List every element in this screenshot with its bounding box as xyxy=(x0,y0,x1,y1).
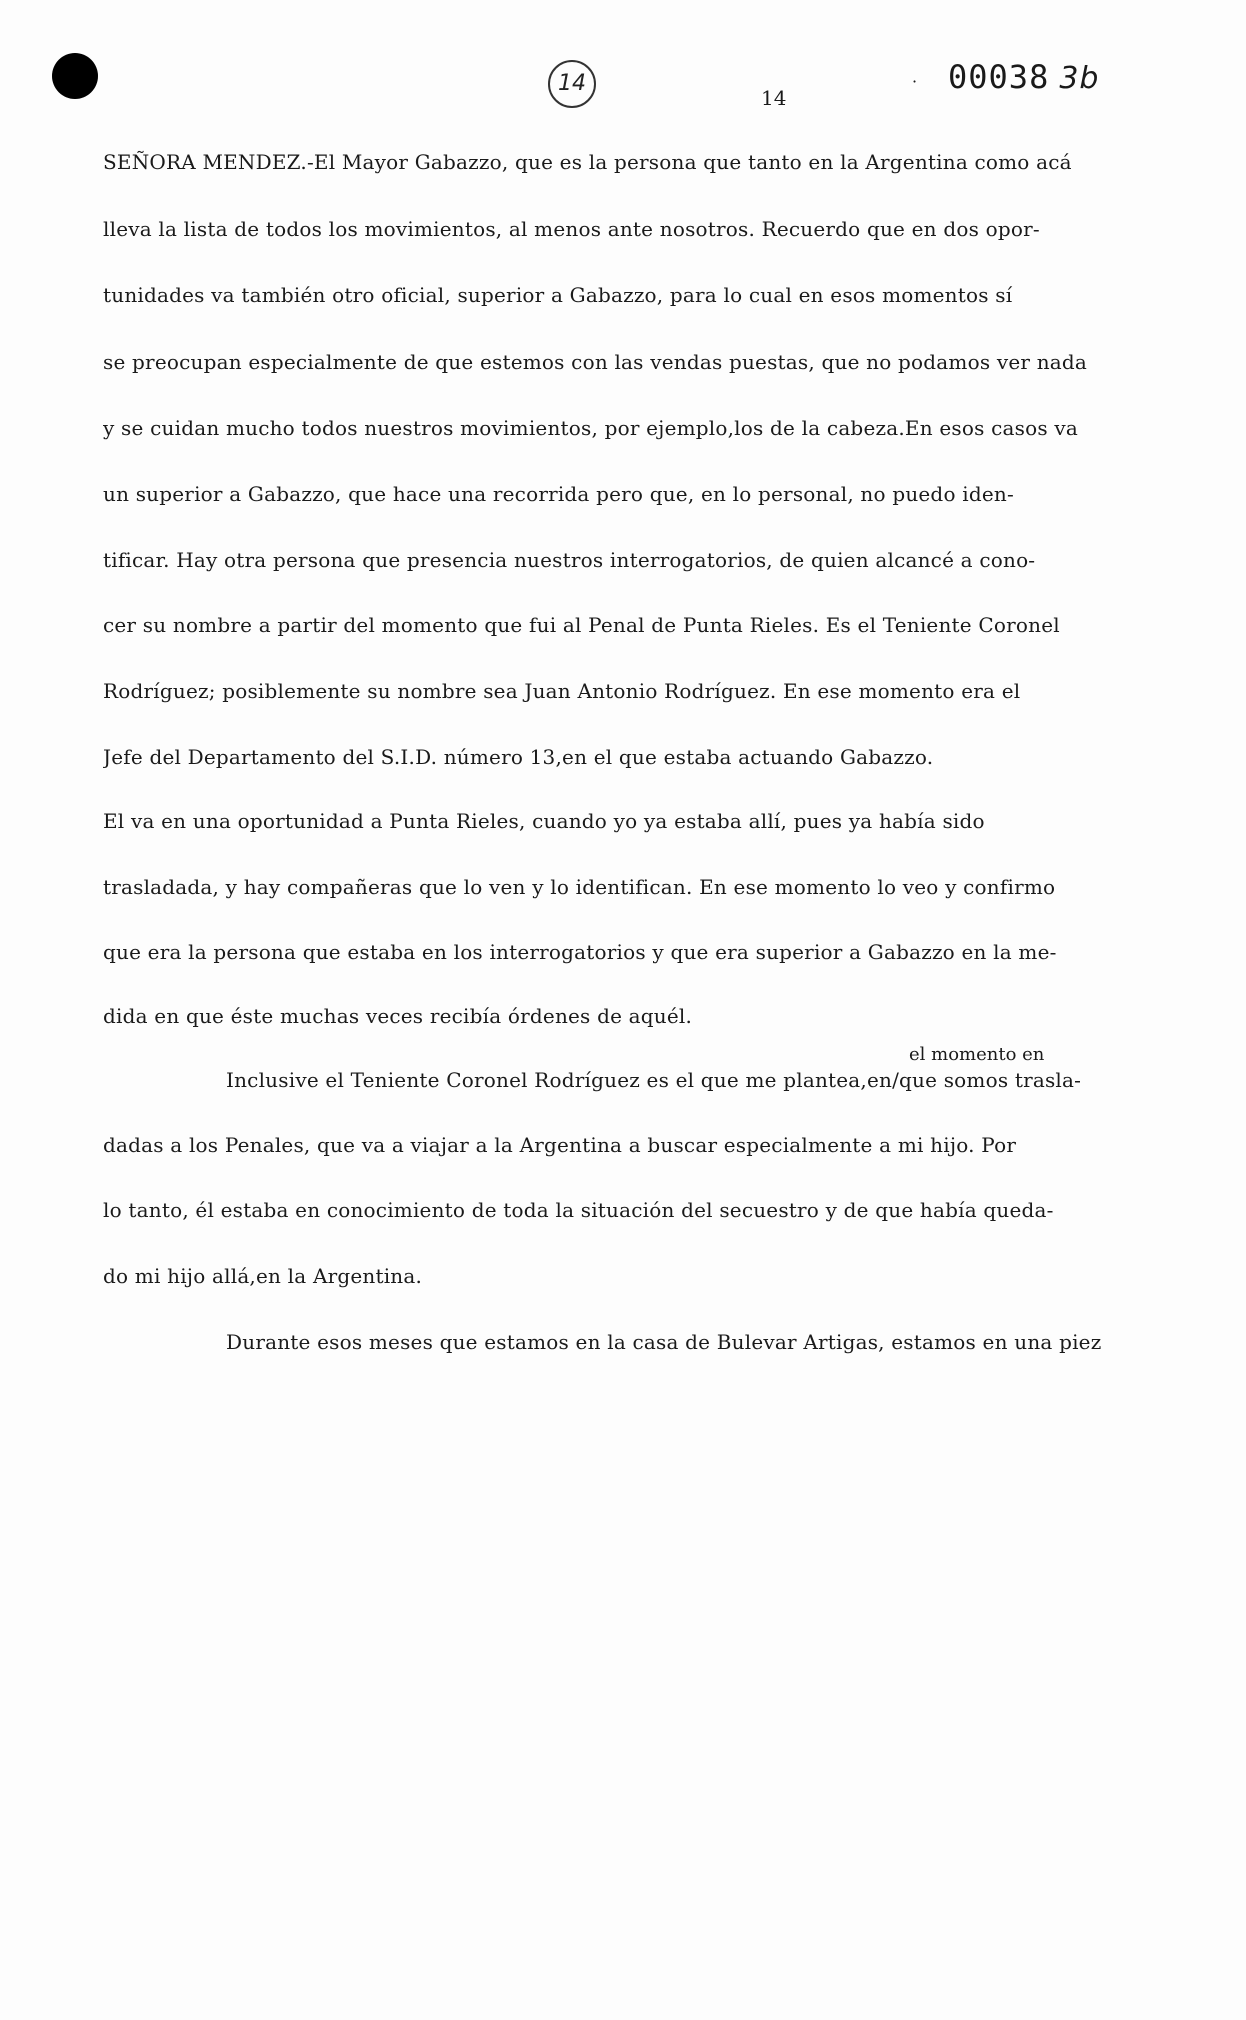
punch-hole-mark xyxy=(52,53,98,99)
text-line-18: do mi hijo allá,en la Argentina. xyxy=(103,1264,423,1288)
handwritten-insertion: el momento en xyxy=(909,1044,1045,1065)
text-line-8: cer su nombre a partir del momento que fui al Penal de Punta Rieles. Es el Teniente Coronel xyxy=(103,613,1060,637)
text-line-7: tificar. Hay otra persona que presencia nuestros interrogatorios, de quien alcancé a cono- xyxy=(103,548,1036,572)
text-line-3: tunidades va también otro oficial, superior a Gabazzo, para lo cual en esos momentos sí xyxy=(103,283,1013,307)
text-line-4: se preocupan especialmente de que estemos con las vendas puestas, que no podamos ver nada xyxy=(103,350,1088,374)
text-line-15: Inclusive el Teniente Coronel Rodríguez es el que me plantea,en/que somos trasla- xyxy=(226,1068,1082,1092)
handwritten-suffix: 3b xyxy=(1059,61,1100,96)
text-line-11: El va en una oportunidad a Punta Rieles, cuando yo ya estaba allí, pues ya había sido xyxy=(103,809,985,833)
text-line-2: lleva la lista de todos los movimientos, al menos ante nosotros. Recuerdo que en dos opor- xyxy=(103,217,1040,241)
text-line-19: Durante esos meses que estamos en la casa de Bulevar Artigas, estamos en una piez xyxy=(226,1330,1102,1354)
page-number: 14 xyxy=(761,86,787,110)
text-line-10: Jefe del Departamento del S.I.D. número 13,en el que estaba actuando Gabazzo. xyxy=(103,745,934,769)
text-line-9: Rodríguez; posiblemente su nombre sea Juan Antonio Rodríguez. En ese momento era el xyxy=(103,679,1021,703)
text-line-17: lo tanto, él estaba en conocimiento de toda la situación del secuestro y de que había queda- xyxy=(103,1198,1054,1222)
text-line-1: SEÑORA MENDEZ.-El Mayor Gabazzo, que es la persona que tanto en la Argentina como acá xyxy=(103,150,1072,174)
document-number-digits: 00038 xyxy=(948,58,1050,96)
document-number xyxy=(948,58,1099,96)
circled-page-number: 14 xyxy=(548,60,596,108)
text-line-16: dadas a los Penales, que va a viajar a la Argentina a buscar especialmente a mi hijo. Por xyxy=(103,1133,1017,1157)
text-line-6: un superior a Gabazzo, que hace una recorrida pero que, en lo personal, no puedo iden- xyxy=(103,482,1014,506)
text-line-12: trasladada, y hay compañeras que lo ven y lo identifican. En ese momento lo veo y confirmo xyxy=(103,875,1056,899)
dot-mark: · xyxy=(912,72,918,91)
text-line-5: y se cuidan mucho todos nuestros movimientos, por ejemplo,los de la cabeza.En esos casos va xyxy=(103,416,1078,440)
text-line-14: dida en que éste muchas veces recibía órdenes de aquél. xyxy=(103,1004,693,1028)
text-line-13: que era la persona que estaba en los interrogatorios y que era superior a Gabazzo en la me- xyxy=(103,940,1057,964)
